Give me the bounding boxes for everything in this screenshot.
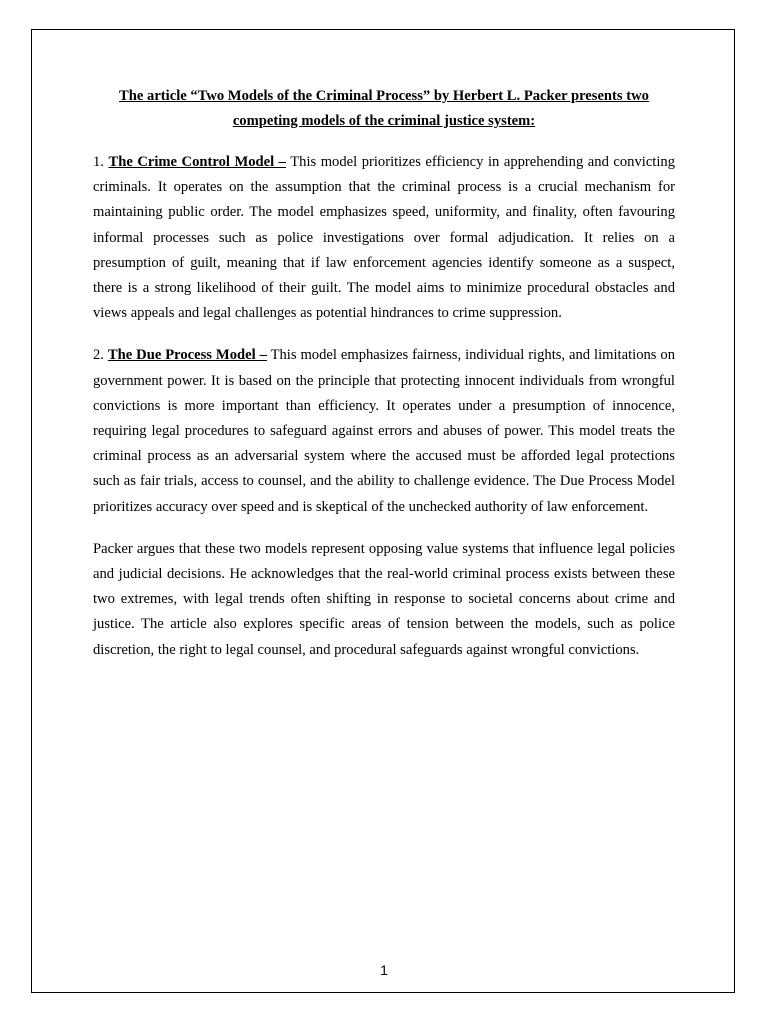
section-heading: The Due Process Model –	[107, 347, 267, 364]
section-text: This model prioritizes efficiency in apprehending and convicting criminals. It operates on the assumption that the criminal process is a crucial mechanism for maintaining public order. The model emphasizes speed, uniformity, and finality, often favouring informal processes such as police investigations over formal adjudication. It relies on a presumption of guilt, meaning that if law enforcement agencies identify someone as a suspect, there is a strong likelihood of their guilt. The model aims to minimize procedural obstacles and views appeals and legal challenges as potential hindrances to crime suppression.	[93, 154, 675, 322]
section-crime-control	[93, 150, 675, 326]
document-body	[93, 84, 675, 680]
section-text: This model emphasizes fairness, individual rights, and limitations on government power. It is based on the principle that protecting innocent individuals from wrongful convictions is more important than efficiency. It operates under a presumption of innocence, requiring legal procedures to safeguard against errors and abuses of power. This model treats the criminal process as an adversarial system where the accused must be afforded legal protections such as fair trials, access to counsel, and the ability to challenge evidence. The Due Process Model prioritizes accuracy over speed and is skeptical of the unchecked authority of law enforcement.	[93, 347, 676, 515]
document-title: The article “Two Models of the Criminal Process” by Herbert L. Packer presents two competing models of the criminal justice system:	[119, 88, 649, 129]
section-heading: The Crime Control Model –	[108, 154, 286, 170]
conclusion-paragraph: Packer argues that these two models represent opposing value systems that influence legal policies and judicial decisions. He acknowledges that the real-world criminal process exists between these two extremes, with legal trends often shifting in response to societal concerns about crime and justice. The article also explores specific areas of tension between the models, such as police discretion, the right to legal counsel, and procedural safeguards against wrongful convictions.	[93, 540, 675, 658]
page-number: 1	[380, 962, 388, 978]
section-number: 1.	[93, 154, 109, 170]
section-due-process	[93, 343, 675, 519]
section-number: 2.	[93, 347, 108, 364]
